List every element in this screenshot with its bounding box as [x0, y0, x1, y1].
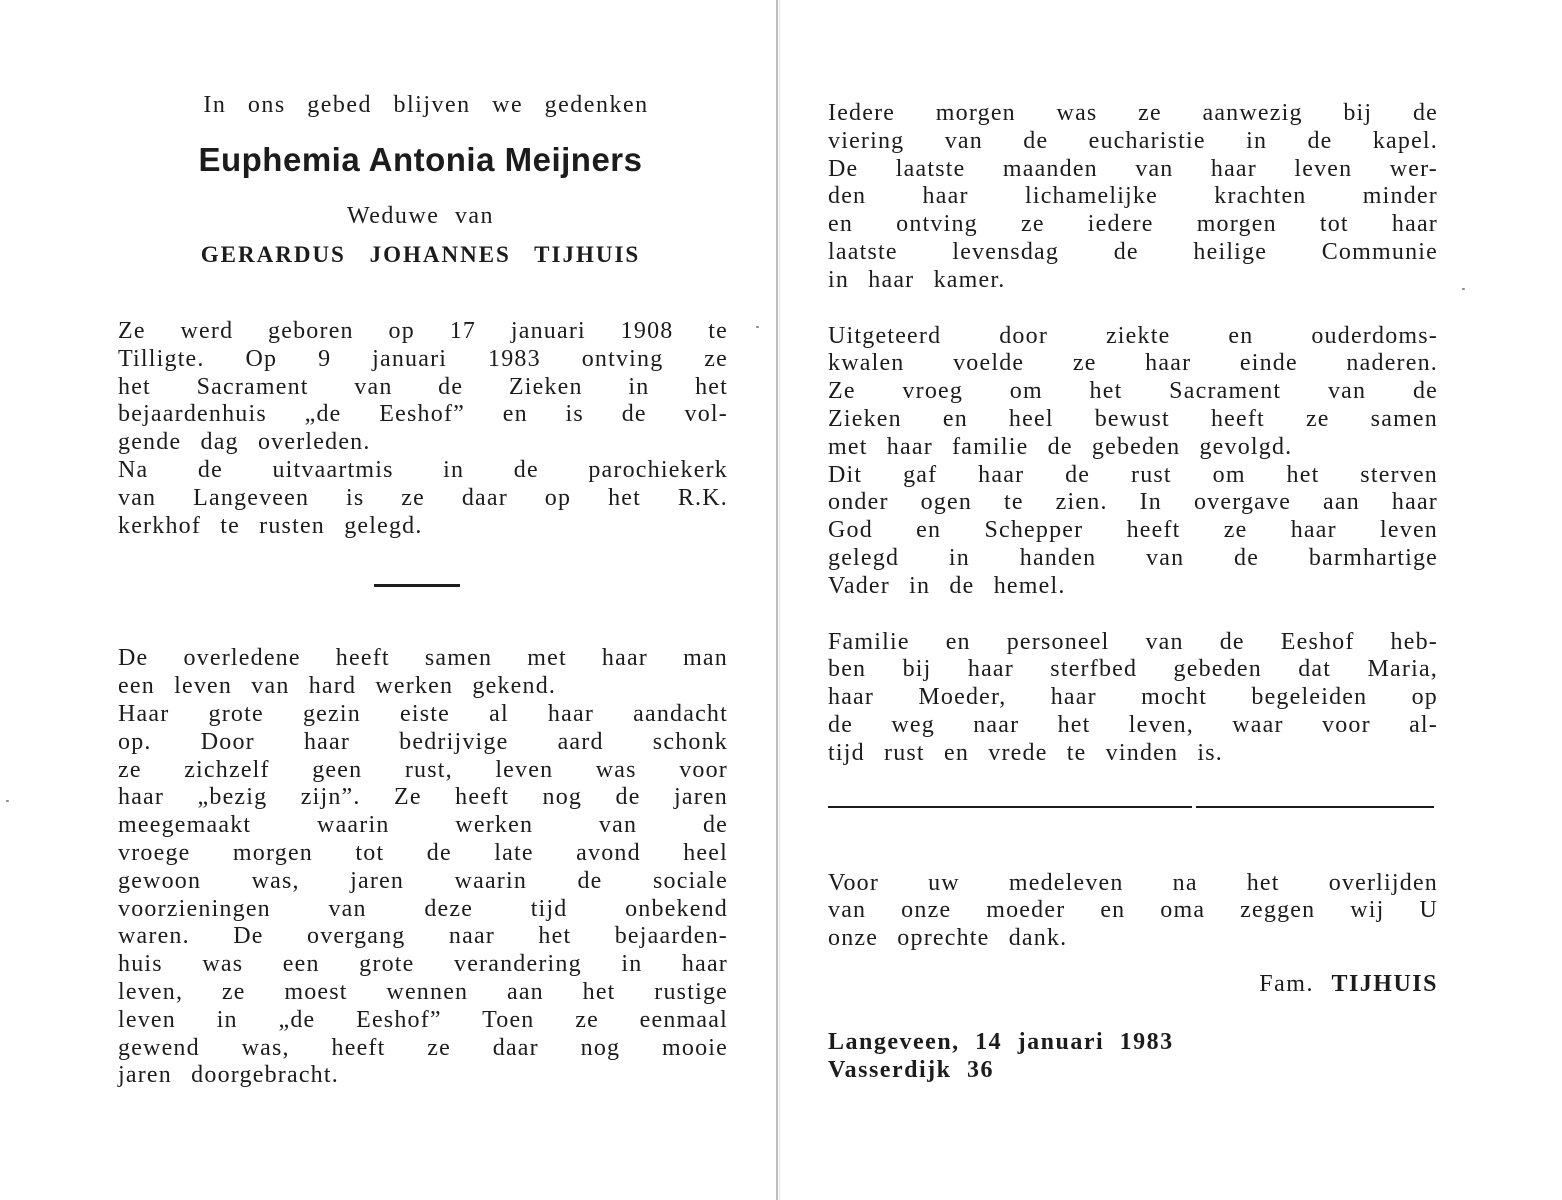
text-line: gewend was, heeft ze daar nog mooie [118, 1034, 728, 1061]
text-line: van onze moeder en oma zeggen wij U [828, 897, 1438, 924]
card-fold-line [776, 0, 778, 1200]
card-fold-shadow [779, 0, 780, 1200]
text-line: onder ogen te zien. In overgave aan haar [828, 489, 1438, 516]
text-line: God en Schepper heeft ze haar leven [828, 517, 1438, 544]
text-line: De laatste maanden van haar leven wer- [828, 155, 1438, 182]
text-line: viering van de eucharistie in de kapel. [828, 127, 1438, 154]
thanks-paragraph [828, 870, 1438, 953]
text-line: gende dag overleden. [118, 429, 371, 456]
family-paragraph [828, 629, 1438, 768]
signature-name: TIJHUIS [1331, 970, 1438, 997]
text-line: meegemaakt waarin werken van de [118, 812, 728, 839]
opening-line: In ons gebed blijven we gedenken [203, 92, 649, 118]
paper-speck [756, 326, 759, 328]
text-line: op. Door haar bedrijvige aard schonk [118, 728, 728, 755]
text-line: Dit gaf haar de rust om het sterven [828, 461, 1438, 488]
place-date: Langeveen, 14 januari 1983 [828, 1028, 1174, 1055]
text-line: Ze vroeg om het Sacrament van de [828, 378, 1438, 405]
text-line: den haar lichamelijke krachten minder [828, 183, 1438, 210]
text-line: Tilligte. Op 9 januari 1983 ontving ze [118, 345, 728, 372]
paper-speck [1462, 288, 1465, 290]
text-line: bejaardenhuis „de Eeshof” en is de vol- [118, 401, 728, 428]
text-line: Uitgeteerd door ziekte en ouderdoms- [828, 322, 1438, 349]
text-line: Ze werd geboren op 17 januari 1908 te [118, 318, 728, 344]
text-line: een leven van hard werken gekend. [118, 673, 557, 700]
morning-paragraph [828, 100, 1438, 295]
text-line: tijd rust en vrede te vinden is. [828, 739, 1224, 766]
text-line: van Langeveen is ze daar op het R.K. [118, 484, 728, 511]
signature-prefix: Fam. [1259, 970, 1314, 997]
text-line: Vader in de hemel. [828, 572, 1066, 599]
deceased-name: Euphemia Antonia Meijners [198, 141, 643, 178]
right-page [828, 100, 1438, 1084]
text-line: laatste levensdag de heilige Communie [828, 238, 1438, 265]
text-line: gewoon was, jaren waarin de sociale [118, 867, 728, 894]
place-and-address [828, 1028, 1438, 1084]
text-line: kwalen voelde ze haar einde naderen. [828, 350, 1438, 377]
text-line: in haar kamer. [828, 266, 1006, 293]
illness-paragraph [828, 323, 1438, 601]
text-line: Voor uw medeleven na het overlijden [828, 869, 1438, 896]
text-line: vroege morgen tot de late avond heel [118, 839, 728, 866]
text-line: gelegd in handen van de barmhartige [828, 544, 1438, 571]
text-line: huis was een grote verandering in haar [118, 951, 728, 978]
left-page [118, 92, 728, 1090]
divider-segment [1196, 806, 1434, 808]
address: Vasserdijk 36 [828, 1056, 994, 1083]
text-line: Iedere morgen was ze aanwezig bij de [828, 100, 1438, 126]
text-line: ben bij haar sterfbed gebeden dat Maria, [828, 656, 1438, 683]
section-divider [374, 584, 460, 587]
text-line: waren. De overgang naar het bejaarden- [118, 923, 728, 950]
text-line: leven, ze moest wennen aan het rustige [118, 978, 728, 1005]
text-line: kerkhof te rusten gelegd. [118, 512, 423, 539]
text-line: haar „bezig zijn”. Ze heeft nog de jaren [118, 784, 728, 811]
widow-label: Weduwe van [346, 203, 495, 229]
text-line: De overledene heeft samen met haar man [118, 645, 728, 672]
text-line: Familie en personeel van de Eeshof heb- [828, 628, 1438, 655]
text-line: met haar familie de gebeden gevolgd. [828, 433, 1293, 460]
text-line: haar Moeder, haar mocht begeleiden op [828, 684, 1438, 711]
husband-name: GERARDUS JOHANNES TIJHUIS [200, 242, 641, 267]
text-line: onze oprechte dank. [828, 925, 1068, 952]
text-line: de weg naar het leven, waar voor al- [828, 711, 1438, 738]
section-divider-long [828, 806, 1436, 808]
paper-speck [6, 800, 9, 802]
text-line: Zieken en heel bewust heeft ze samen [828, 405, 1438, 432]
text-line: jaren doorgebracht. [118, 1062, 339, 1089]
life-paragraph [118, 645, 728, 1090]
divider-segment [828, 806, 1192, 808]
text-line: Haar grote gezin eiste al haar aandacht [118, 700, 728, 727]
family-signature [828, 971, 1438, 998]
text-line: het Sacrament van de Zieken in het [118, 373, 728, 400]
text-line: en ontving ze iedere morgen tot haar [828, 211, 1438, 238]
text-line: voorzieningen van deze tijd onbekend [118, 895, 728, 922]
text-line: Na de uitvaartmis in de parochiekerk [118, 456, 728, 483]
text-line: ze zichzelf geen rust, leven was voor [118, 756, 728, 783]
biography-paragraph [118, 318, 728, 540]
text-line: leven in „de Eeshof” Toen ze eenmaal [118, 1006, 728, 1033]
